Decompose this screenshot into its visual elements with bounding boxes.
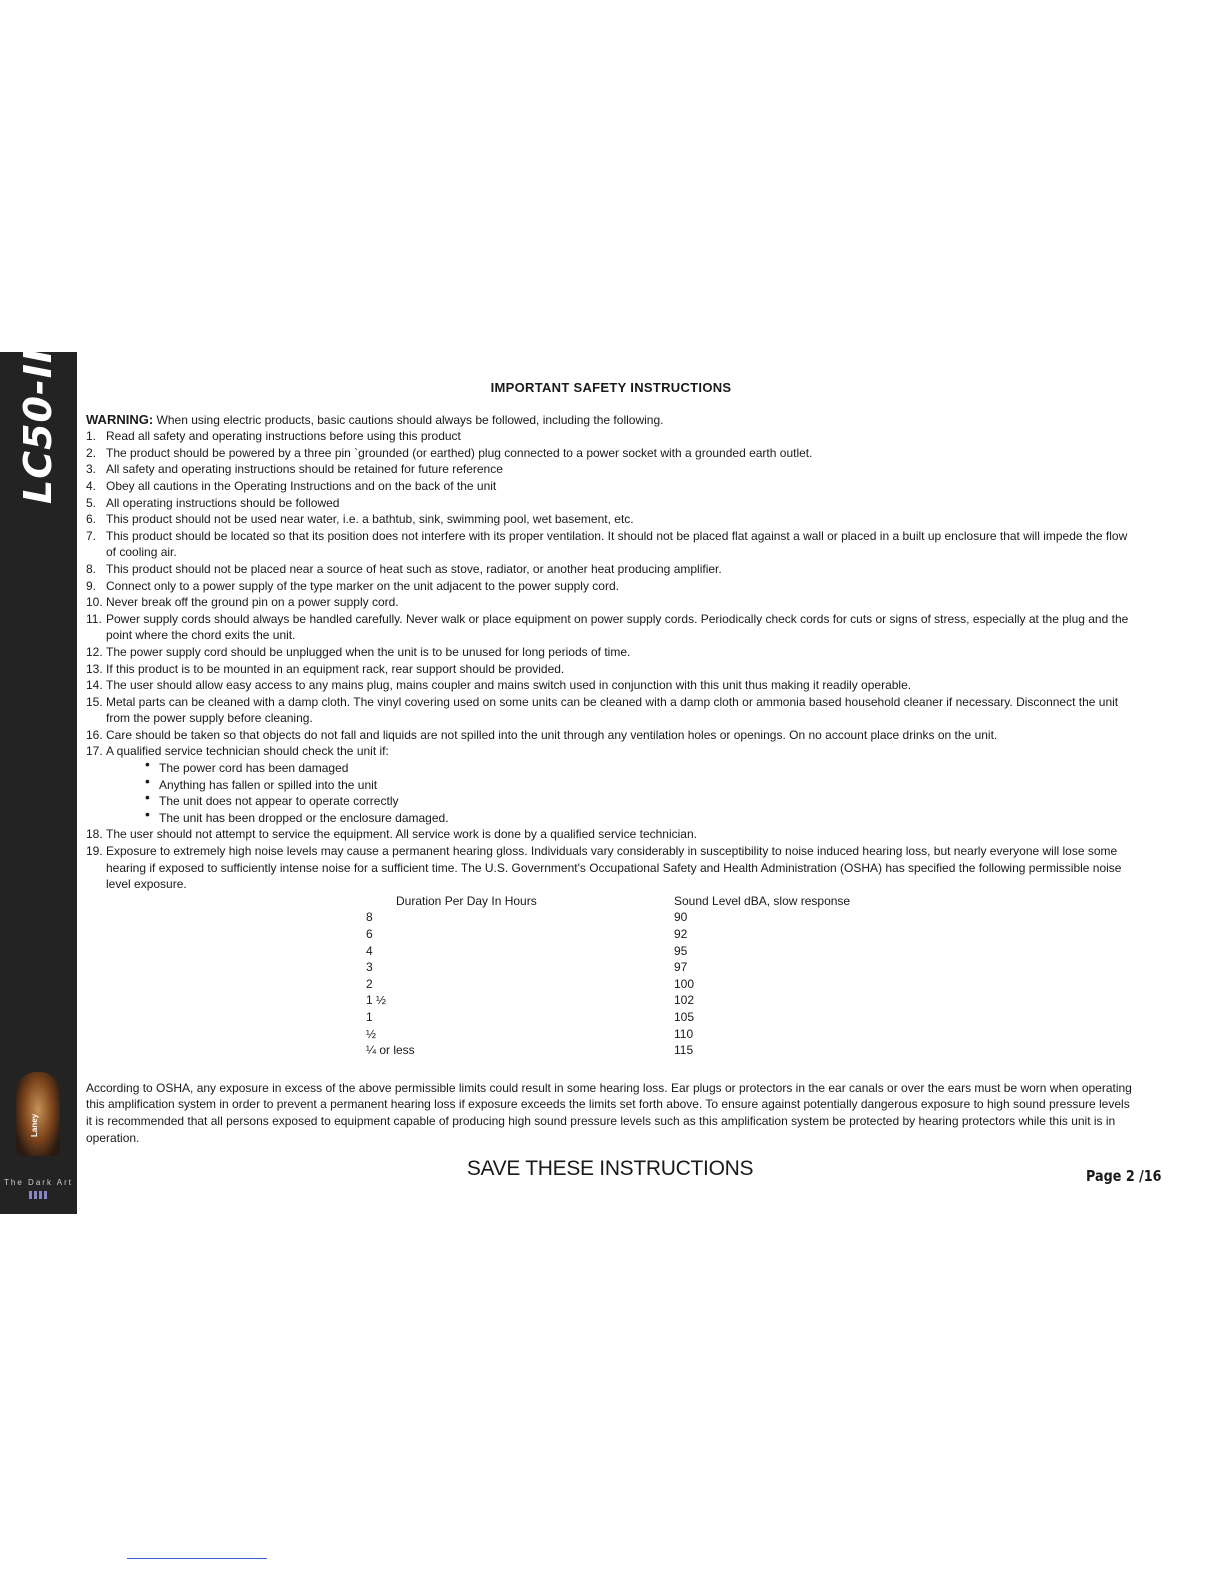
list-item: 5. All operating instructions should be followed	[86, 495, 340, 510]
list-item: 3. All safety and operating instructions should be retained for future reference	[86, 462, 503, 477]
bullet-item: • The unit does not appear to operate correctly	[145, 789, 399, 809]
page-number: Page 2 /16	[1086, 1167, 1162, 1185]
table-row: 4 95	[366, 943, 688, 958]
bullet-icon: •	[145, 772, 150, 789]
table-row: ½ 110	[366, 1026, 694, 1041]
list-item: 15. Metal parts can be cleaned with a damp cloth. The vinyl covering used on some units can be cleaned with a damp cloth or ammonia based household cleaner if necessary. Disconnect the unit from the power supply before cleaning.	[86, 694, 1119, 726]
list-item: 11. Power supply cords should always be handled carefully. Never walk or place equipment on power supply cords. Periodically check cords for cuts or signs of stress, especially at the plug and the point where the chord exits the unit.	[86, 611, 1129, 643]
bullet-item: • The power cord has been damaged	[145, 756, 349, 776]
list-item: 10. Never break off the ground pin on a power supply cord.	[86, 595, 399, 610]
model-title: LC50-II	[16, 347, 60, 505]
list-item: 4. Obey all cautions in the Operating Instructions and on the back of the unit	[86, 478, 497, 493]
list-item: 8. This product should not be placed near a source of heat such as stove, radiator, or another heat producing amplifier.	[86, 561, 722, 576]
list-item: 9. Connect only to a power supply of the type marker on the unit adjacent to the power supply cord.	[86, 578, 619, 593]
table-row: 1 105	[366, 1009, 695, 1024]
list-item: 16. Care should be taken so that objects do not fall and liquids are not spilled into the unit through any ventilation holes or openings. On no account place drinks on the unit.	[86, 727, 998, 742]
bullet-icon: •	[145, 789, 150, 806]
list-item: 19. Exposure to extremely high noise levels may cause a permanent hearing gloss. Individuals vary considerably in susceptibility to noise induced hearing loss, but nearly everyone will lose some hearing if exposed to sufficiently intense noise for a sufficient time. The U.S. Government's Occupational Safety and Health Administration (OSHA) has specified the following permissible noise level exposure.	[86, 844, 1122, 892]
bars-icon	[29, 1191, 47, 1199]
table-header-row	[366, 893, 850, 910]
list-item: 2. The product should be powered by a three pin `grounded (or earthed) plug connected to a power socket with a grounded earth outlet.	[86, 445, 813, 460]
table-row: 6 92	[366, 927, 688, 941]
column-header-sound-level: Sound Level dBA, slow response	[674, 893, 851, 908]
page-body	[86, 380, 1136, 1146]
list-item: 18. The user should not attempt to service the equipment. All service work is done by a qualified service technician.	[86, 827, 697, 842]
inspection-bullets	[86, 756, 1136, 826]
bullet-item: • The unit has been dropped or the enclosure damaged.	[145, 805, 449, 825]
list-item: 14. The user should allow easy access to any mains plug, mains coupler and mains switch used in conjunction with this unit thus making it readily operable.	[86, 678, 912, 693]
table-row: ¼ or less 115	[366, 1043, 694, 1058]
save-instructions-heading: SAVE THESE INSTRUCTIONS	[466, 1157, 754, 1180]
brand-logo: Laney	[30, 1113, 39, 1137]
list-item: 1. Read all safety and operating instructions before using this product	[86, 429, 461, 444]
table-row: 1 ½ 102	[366, 993, 695, 1008]
list-item: 17. A qualified service technician should check the unit if:	[86, 744, 389, 759]
table-row: 2 100	[366, 976, 695, 991]
column-header-duration: Duration Per Day In Hours	[396, 893, 537, 908]
osha-closing-paragraph: According to OSHA, any exposure in excess of the above permissible limits could result in some hearing loss. Ear plugs or protectors in the ear canals or over the ears must be worn when operating this amplification system in order to prevent a permanent hearing loss if exposure exceeds the limits set forth above. To ensure against potentially dangerous exposure to high sound pressure levels it is recommended that all persons exposed to equipment capable of producing high sound pressure levels such as this amplification system be protected by hearing protectors while this unit is in operation.	[86, 1080, 1132, 1145]
brand-tagline: The Dark Art	[4, 1178, 73, 1187]
warning-label: WARNING:	[86, 411, 154, 427]
page-title: IMPORTANT SAFETY INSTRUCTIONS	[490, 380, 732, 395]
table-row: 3 97	[366, 960, 688, 975]
instruction-list	[86, 428, 1136, 893]
warning-line	[86, 412, 1136, 429]
list-item: 12. The power supply cord should be unplugged when the unit is to be unused for long periods of time.	[86, 644, 631, 659]
warning-text: When using electric products, basic cautions should always be followed, including the following.	[156, 412, 664, 427]
list-item: 7. This product should be located so that its position does not interfere with its proper ventilation. It should not be placed flat against a wall or placed in a built up enclosure that will impede the flow of cooling air.	[86, 528, 1128, 560]
list-item: 6. This product should not be used near water, i.e. a bathtub, sink, swimming pool, wet basement, etc.	[86, 512, 634, 527]
bullet-icon: •	[145, 756, 150, 773]
footer-link-line	[127, 1558, 267, 1559]
noise-exposure-table	[366, 893, 850, 1059]
table-row: 8 90	[366, 910, 688, 925]
sidebar	[0, 347, 77, 1214]
bullet-icon: •	[145, 805, 150, 822]
list-item: 13. If this product is to be mounted in an equipment rack, rear support should be provided.	[86, 661, 565, 676]
bullet-item: • Anything has fallen or spilled into the unit	[145, 772, 378, 792]
